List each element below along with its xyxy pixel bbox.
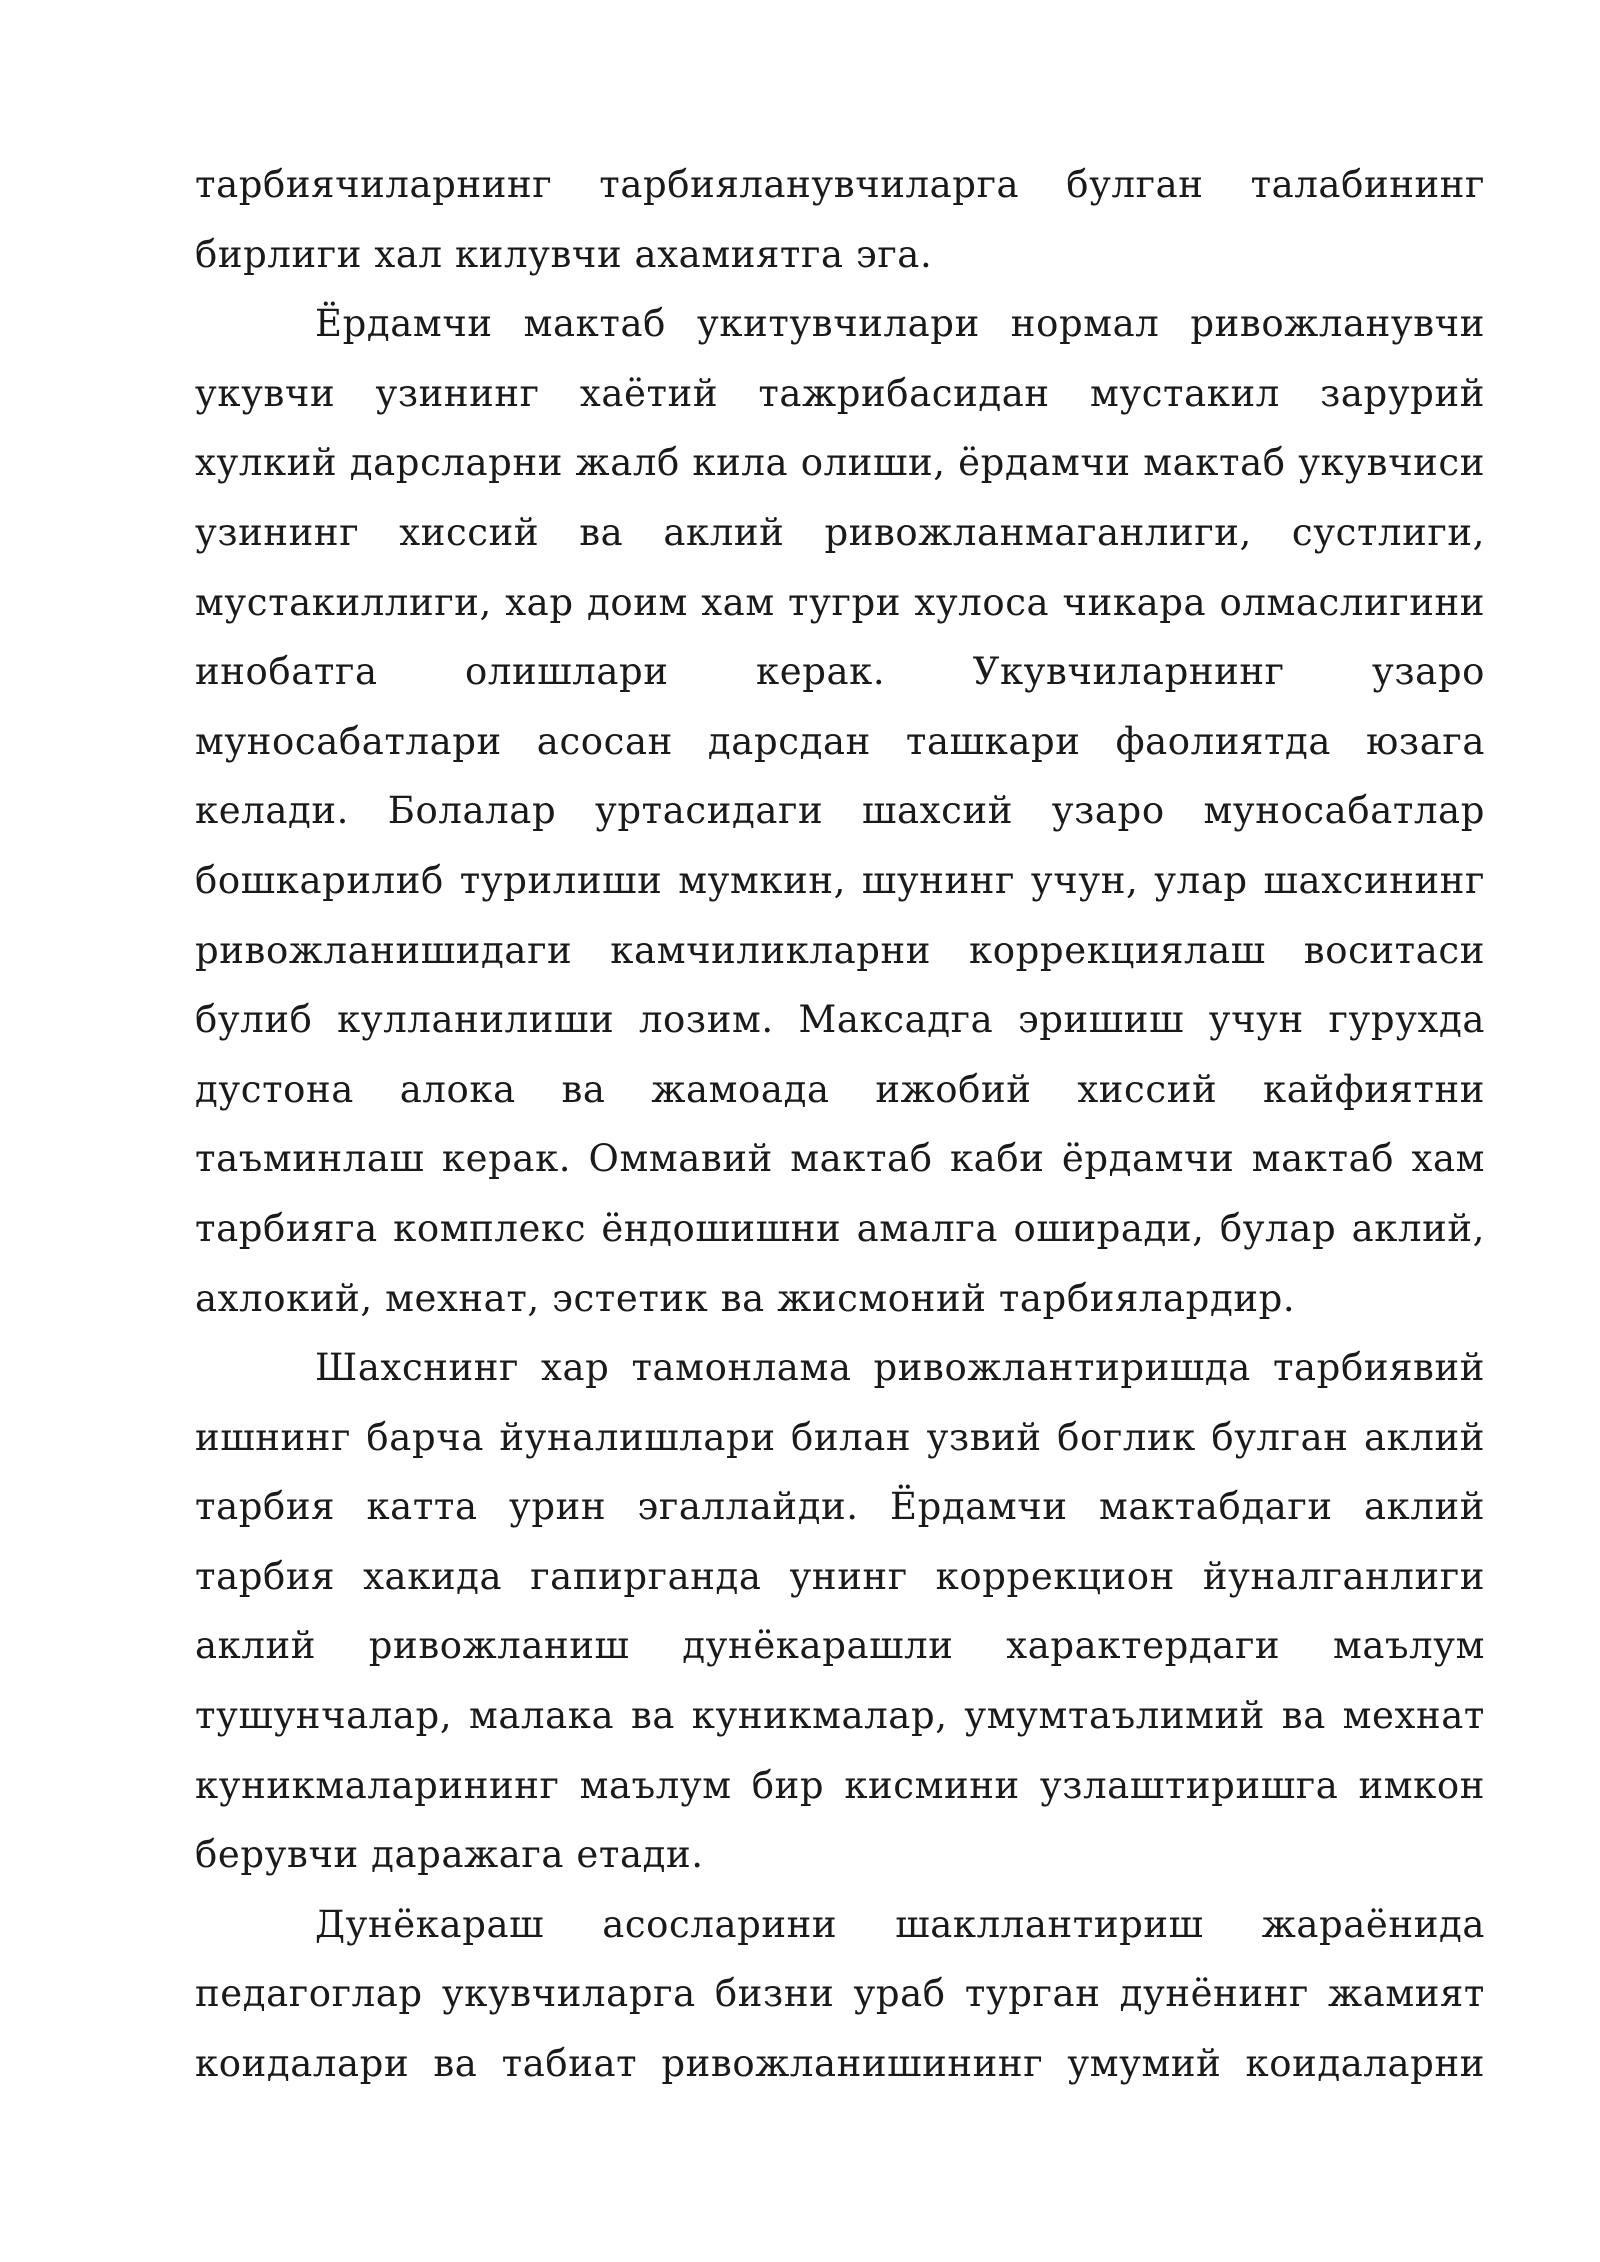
paragraph-mental-education: Шахснинг хар тамонлама ривожлантиришда тарбиявий ишнинг барча йуналишлари билан узвий боглик булган аклий тарбия катта урин эгаллайди. Ёрдамчи мактабдаги аклий тарбия хакида гапирганда унинг коррекцион йуналганлиги аклий ривожланиш дунёкарашли характердаги маълум тушунчалар, малака ва куникмалар, умумтаълимий ва мехнат куникмаларининг маълум бир кисмини узлаштиришга имкон берувчи даражага етади. bbox=[195, 1346, 1485, 1877]
paragraph-helper-school-teachers: Ёрдамчи мактаб укитувчилари нормал ривожланувчи укувчи узининг хаётий тажрибасидан мустакил зарурий хулкий дарсларни жалб кила олиши, ёрдамчи мактаб укувчиси узининг хиссий ва аклий ривожланмаганлиги, сустлиги, мустакиллиги, хар доим хам тугри хулоса чикара олмаслигини инобатга олишлари керак. Укувчиларнинг узаро муносабатлари асосан дарсдан ташкари фаолиятда юзага келади. Болалар уртасидаги шахсий узаро муносабатлар бошкарилиб турилиши мумкин, шунинг учун, улар шахсининг ривожланишидаги камчиликларни коррекциялаш воситаси булиб кулланилиши лозим. Максадга эришиш учун гурухда дустона алока ва жамоада ижобий хиссий кайфиятни таъминлаш керак. Оммавий мактаб каби ёрдамчи мактаб хам тарбияга комплекс ёндошишни амалга оширади, булар аклий, ахлокий, мехнат, эстетик ва жисмоний тарбиялардир. bbox=[195, 302, 1485, 1320]
paragraph-worldview: Дунёкараш асосларини шакллантириш жараёнида педагоглар укувчиларга бизни ураб турган дунёнинг жамият коидалари ва табиат ривожланишининг умумий коидаларни bbox=[195, 1902, 1485, 2086]
document-body bbox=[195, 150, 1485, 2099]
paragraph-continuation: тарбиячиларнинг тарбияланувчиларга булган талабининг бирлиги хал килувчи ахамиятга эга. bbox=[195, 163, 1485, 276]
